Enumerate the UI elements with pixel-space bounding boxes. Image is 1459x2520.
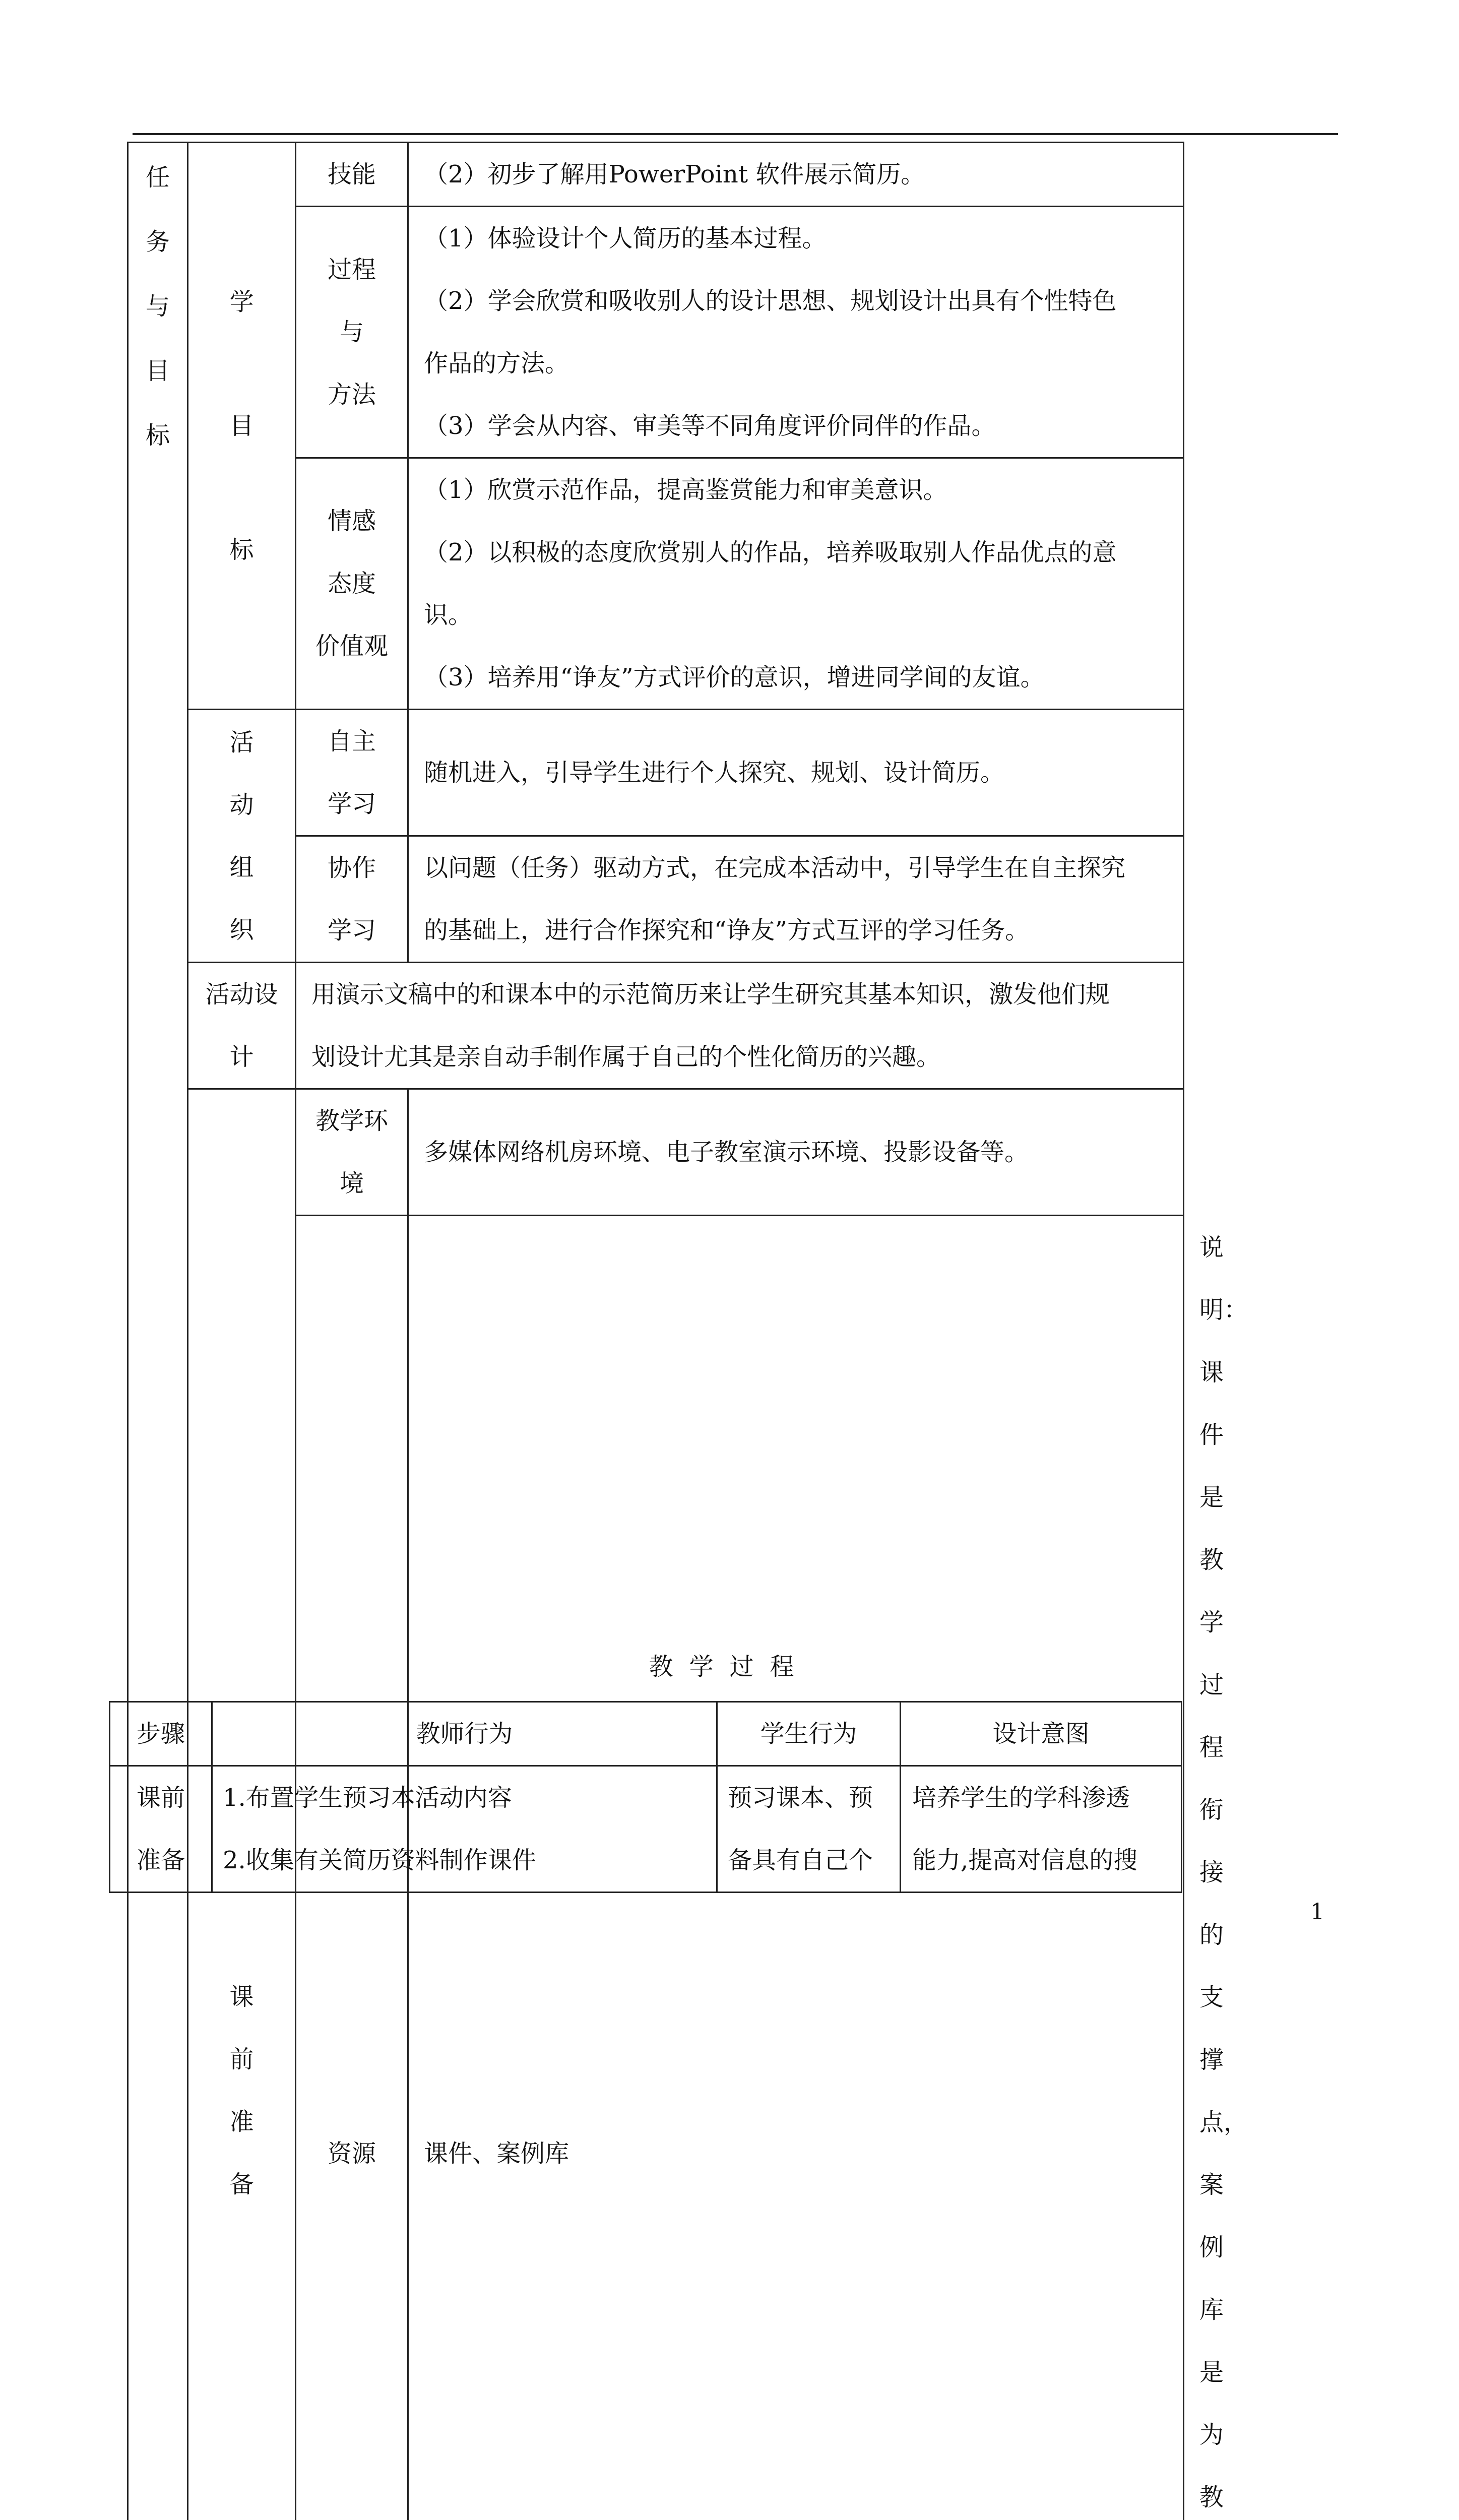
- header-teacher: 教师行为: [212, 1702, 717, 1766]
- resources-value: 课件、案例库: [408, 1216, 1184, 2520]
- student-cell: 预习课本、预 备具有自己个: [717, 1766, 901, 1893]
- resources-label: 资源: [296, 1216, 408, 2520]
- intent-cell: 培养学生的学科渗透 能力,提高对信息的搜: [901, 1766, 1182, 1893]
- emotion-label: 情感 态度 价值观: [296, 458, 408, 710]
- cooperative-label: 协作 学习: [296, 836, 408, 963]
- header-step: 步骤: [110, 1702, 212, 1766]
- process-label: 过程 与 方法: [296, 207, 408, 458]
- step-cell: 课前 准备: [110, 1766, 212, 1893]
- header-student: 学生行为: [717, 1702, 901, 1766]
- skill-text: （2）初步了解用PowerPoint 软件展示简历。: [408, 143, 1184, 207]
- cooperative-text: 以问题（任务）驱动方式，在完成本活动中，引导学生在自主探究 的基础上，进行合作探究和“诤友”方式互评的学习任务。: [408, 836, 1184, 963]
- teaching-process-heading: 教学过程: [0, 1647, 1459, 1682]
- emotion-text: （1）欣赏示范作品，提高鉴赏能力和审美意识。 （2）以积极的态度欣赏别人的作品，培养吸取别人作品优点的意 识。 （3）培养用“诤友”方式评价的意识，增进同学间的友谊。: [408, 458, 1184, 710]
- activity-design-text: 用演示文稿中的和课本中的示范简历来让学生研究其基本知识，激发他们规 划设计尤其是亲自动手制作属于自己的个性化简历的兴趣。: [296, 963, 1184, 1089]
- self-study-text: 随机进入，引导学生进行个人探究、规划、设计简历。: [408, 710, 1184, 836]
- self-study-label: 自主 学习: [296, 710, 408, 836]
- prep-label: 课 前 准 备: [188, 1089, 296, 2520]
- environment-text: 多媒体网络机房环境、电子教室演示环境、投影设备等。: [408, 1089, 1184, 1216]
- process-text: （1）体验设计个人简历的基本过程。 （2）学会欣赏和吸收别人的设计思想、规划设计出具有个性特色 作品的方法。 （3）学会从内容、审美等不同角度评价同伴的作品。: [408, 207, 1184, 458]
- teacher-cell: 1.布置学生预习本活动内容 2.收集有关简历资料制作课件: [212, 1766, 717, 1893]
- activity-design-label: 活动设 计: [188, 963, 296, 1089]
- lesson-info-table: 任 务 与 目 标 学 目 标 技能 （2）初步了解用PowerPoint 软件展示简历。 过程 与 方法 （1）体验设计个人简历的基本过程。 （2）学会欣赏和吸收别人的设计思想、规划设计出具有个性特色 作品的方法。 （3）学会从内容、审美等不同角度评价同伴的作品。 情感 态度 价值观 （1）欣赏示范作品，提高鉴赏能力和审美意识。 （2）以积极的态度欣赏别人的作品，培养吸取别人作品优点的意 识。 （3）培养用“诤友”方式评价的意识，增进同学间的友谊。 活 动 组 织 自主 学习 随机进入，引导学生进行个人探究、规划、设计简历。 协作 学习 以问题（任务）驱动方式，在完成本活动中，引导学生在自主探究 的基础上，进行合作探究和“诤友”方式互评的学习任务。 活动设 计 用演示文稿中的和课本中的示范简历来让学生研究其基本知识，激发他们规 划设计尤其是亲自动手制作属于自己的个性化简历的兴趣。 课 前 准 备 教学环 境 多媒体网络机房环境、电子教室演示环境、投影设备等。 资源 课件、案例库 说明：课件是教学过程衔接的支撑点，案例库是为教: [127, 142, 1184, 2520]
- activity-org-label: 活 动 组 织: [188, 710, 296, 963]
- header-rule: [133, 133, 1338, 135]
- page-number: 1: [1310, 1899, 1324, 1925]
- teaching-process-table: [109, 1701, 1182, 1893]
- tasks-outer-label: 任 务 与 目 标: [128, 143, 188, 2520]
- objective-label: 学 目 标: [188, 143, 296, 710]
- table-row: [110, 1766, 1182, 1893]
- header-intent: 设计意图: [901, 1702, 1182, 1766]
- environment-label: 教学环 境: [296, 1089, 408, 1216]
- skill-label: 技能: [296, 143, 408, 207]
